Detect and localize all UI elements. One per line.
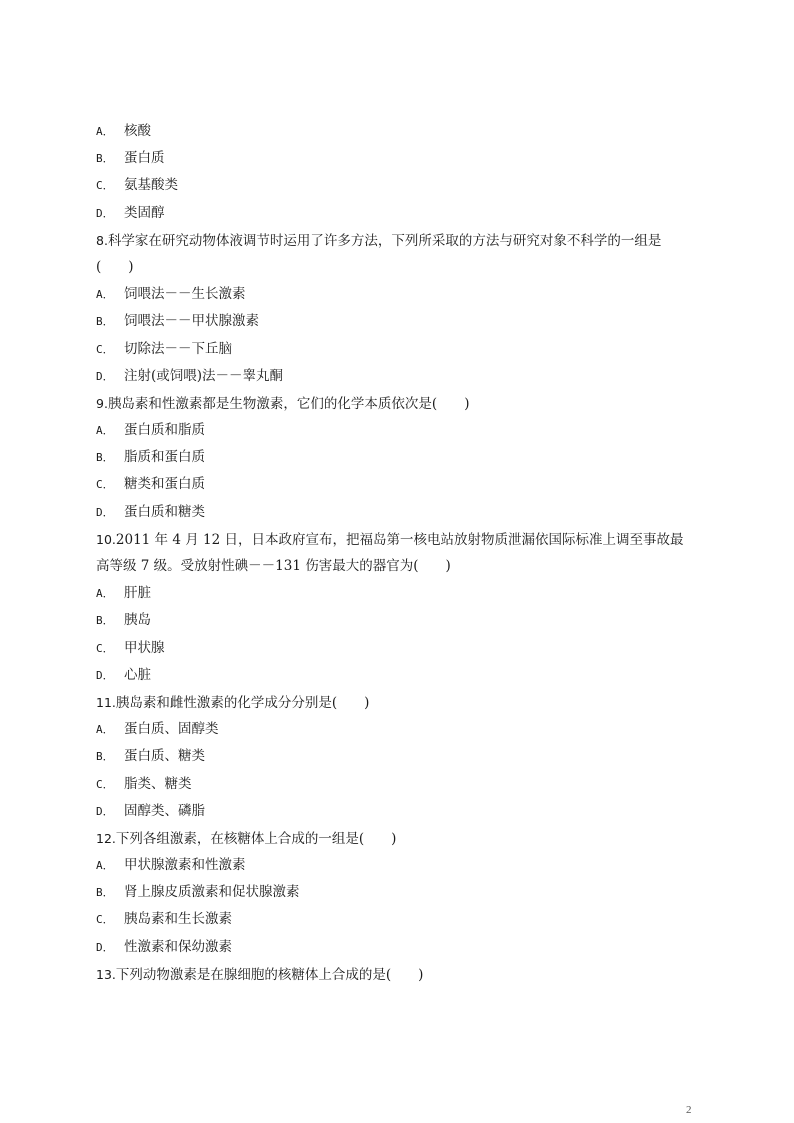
option-letter: B． xyxy=(96,152,114,166)
option-letter: C． xyxy=(96,777,114,791)
answer-option xyxy=(96,934,706,961)
answer-option xyxy=(96,798,706,825)
option-text: 胰岛素和生长激素 xyxy=(124,911,232,928)
option-letter: A． xyxy=(96,723,114,737)
option-text: 脂类、糖类 xyxy=(124,775,192,792)
answer-option xyxy=(96,417,706,444)
option-letter: A． xyxy=(96,288,114,302)
answer-option xyxy=(96,879,706,906)
answer-option xyxy=(96,607,706,634)
option-letter: C． xyxy=(96,478,114,492)
question-text: 高等级 7 级。受放射性碘－－131 伤害最大的器官为( ) xyxy=(96,558,451,574)
option-letter: C． xyxy=(96,342,114,356)
option-letter: A． xyxy=(96,424,114,438)
option-text: 蛋白质 xyxy=(124,150,165,167)
answer-option xyxy=(96,852,706,879)
option-letter: D． xyxy=(96,804,114,818)
option-text: 性激素和保幼激素 xyxy=(124,938,232,955)
question-number: 12. xyxy=(96,830,116,846)
option-letter: B． xyxy=(96,614,114,628)
question-text: 胰岛素和性激素都是生物激素，它们的化学本质依次是( ) xyxy=(107,395,470,412)
question-number: 13. xyxy=(96,966,116,982)
option-letter: A． xyxy=(96,125,114,138)
question-text: 下列动物激素是在腺细胞的核糖体上合成的是( ) xyxy=(115,966,424,983)
question-text: 胰岛素和雌性激素的化学成分分别是( ) xyxy=(115,694,370,711)
question-text: 2011 年 4 月 12 日，日本政府宣布，把福岛第一核电站放射物质泄漏依国际标准上调至事故最 xyxy=(115,531,684,548)
option-text: 心脏 xyxy=(124,666,151,683)
option-text: 肾上腺皮质激素和促状腺激素 xyxy=(124,884,300,901)
option-letter: D． xyxy=(96,505,114,519)
question-continuation xyxy=(96,553,706,580)
question-list xyxy=(96,118,706,988)
option-text: 蛋白质、糖类 xyxy=(124,748,205,765)
answer-option xyxy=(96,499,706,526)
option-text: 注射(或饲喂)法－－睾丸酮 xyxy=(124,367,284,384)
question-number: 10. xyxy=(96,531,116,547)
option-text: 核酸 xyxy=(124,123,151,139)
option-text: 蛋白质和脂质 xyxy=(124,422,205,439)
answer-option xyxy=(96,281,706,308)
answer-option xyxy=(96,471,706,498)
question-stem xyxy=(96,390,706,417)
answer-option xyxy=(96,200,706,227)
option-text: 类固醇 xyxy=(124,204,165,221)
question-stem xyxy=(96,227,706,254)
option-letter: B． xyxy=(96,315,114,329)
option-text: 甲状腺激素和性激素 xyxy=(124,857,246,874)
page-number: 2 xyxy=(686,1104,692,1116)
option-text: 胰岛 xyxy=(124,612,151,629)
answer-option xyxy=(96,906,706,933)
question-stem xyxy=(96,961,706,988)
option-letter: C． xyxy=(96,913,114,927)
answer-option xyxy=(96,145,706,172)
option-text: 饲喂法－－甲状腺激素 xyxy=(124,313,259,330)
option-text: 蛋白质、固醇类 xyxy=(124,721,219,738)
option-letter: D． xyxy=(96,206,114,220)
question-stem xyxy=(96,689,706,716)
question-number: 11. xyxy=(96,694,116,710)
question-stem xyxy=(96,526,706,553)
option-text: 甲状腺 xyxy=(124,639,165,656)
answer-option xyxy=(96,336,706,363)
answer-option xyxy=(96,771,706,798)
question-number: 8. xyxy=(96,232,108,248)
option-letter: D． xyxy=(96,369,114,383)
answer-option xyxy=(96,743,706,770)
option-text: 脂质和蛋白质 xyxy=(124,449,205,466)
option-letter: C． xyxy=(96,179,114,193)
answer-option xyxy=(96,662,706,689)
option-letter: C． xyxy=(96,641,114,655)
answer-option xyxy=(96,118,706,145)
option-text: 蛋白质和糖类 xyxy=(124,503,205,520)
option-letter: D． xyxy=(96,940,114,954)
option-text: 糖类和蛋白质 xyxy=(124,476,205,493)
option-text: 切除法－－下丘脑 xyxy=(124,340,232,357)
option-letter: B． xyxy=(96,886,114,900)
question-number: 9. xyxy=(96,395,108,411)
answer-option xyxy=(96,363,706,390)
option-letter: B． xyxy=(96,750,114,764)
answer-option xyxy=(96,716,706,743)
question-text: ( ) xyxy=(96,258,134,275)
option-letter: A． xyxy=(96,587,114,601)
question-continuation xyxy=(96,254,706,281)
option-letter: B． xyxy=(96,451,114,465)
option-text: 饲喂法－－生长激素 xyxy=(124,286,246,303)
answer-option xyxy=(96,172,706,199)
answer-option xyxy=(96,308,706,335)
answer-option xyxy=(96,580,706,607)
question-text: 下列各组激素，在核糖体上合成的一组是( ) xyxy=(115,830,397,847)
option-text: 氨基酸类 xyxy=(124,177,178,194)
option-text: 固醇类、磷脂 xyxy=(124,802,205,819)
answer-option xyxy=(96,444,706,471)
answer-option xyxy=(96,635,706,662)
question-stem xyxy=(96,825,706,852)
question-text: 科学家在研究动物体液调节时运用了许多方法，下列所采取的方法与研究对象不科学的一组是 xyxy=(107,232,662,249)
option-letter: D． xyxy=(96,668,114,682)
option-text: 肝脏 xyxy=(124,585,151,602)
option-letter: A． xyxy=(96,859,114,873)
